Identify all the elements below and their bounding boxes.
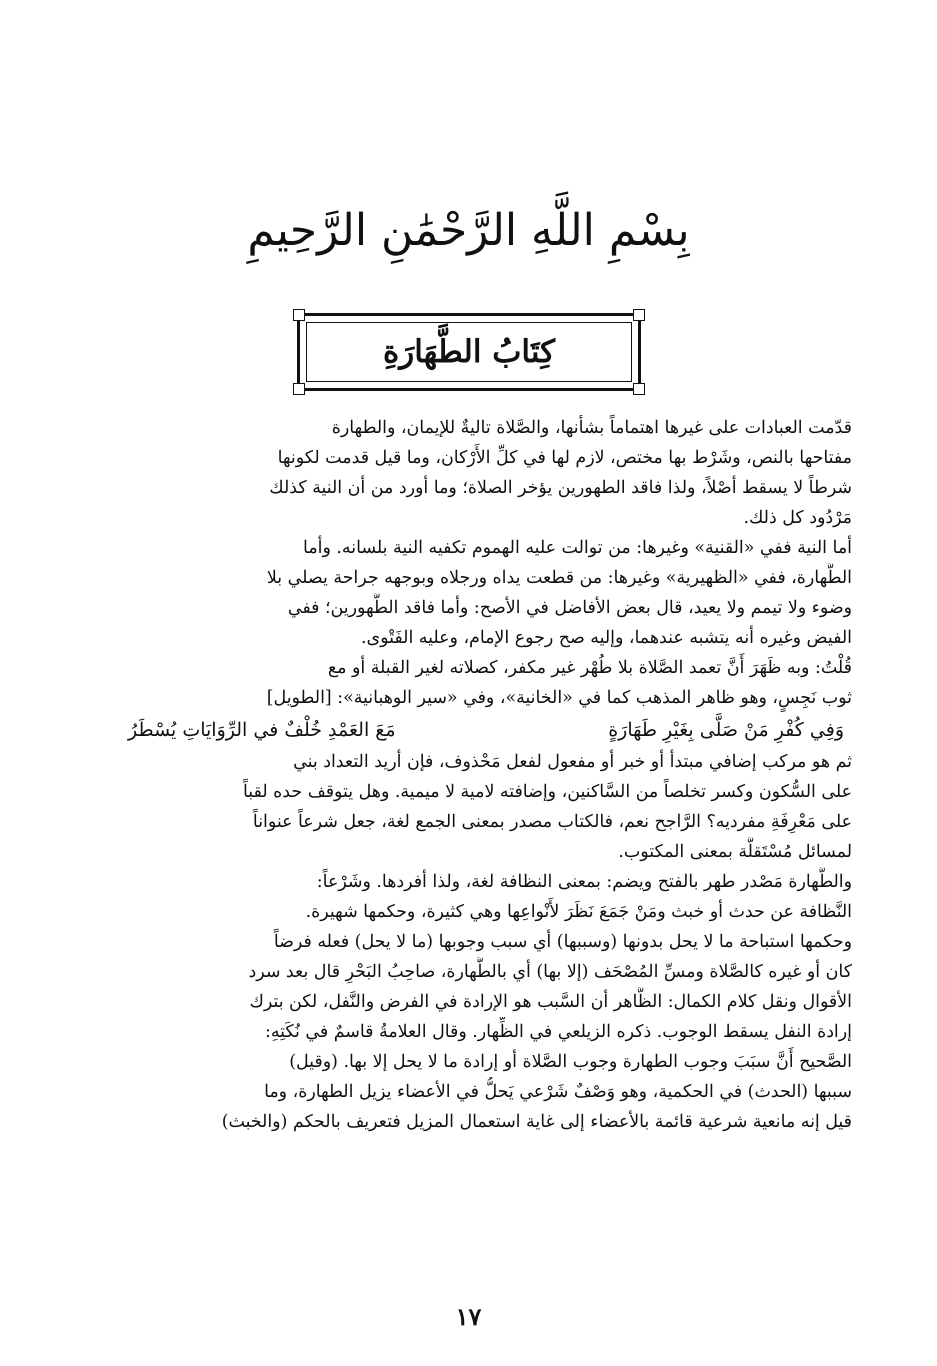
text-line: لمسائل مُسْتَقلَّة بمعنى المكتوب. [618, 842, 852, 862]
verse [88, 713, 852, 747]
text-line: على السُّكون وكسر تخلصاً من السَّاكنين، وإضافته لامية لا ميمية. وهل يتوقف حده لقباً [243, 782, 852, 802]
text-line: الطَّهارة، ففي «الظهيرية» وغيرها: من قطعت يداه ورجلاه وبوجهه جراحة يصلي بلا [266, 568, 852, 588]
text-line: وضوء ولا تيمم ولا يعيد، قال بعض الأفاضل في الأصح: وأما فاقد الطَّهورين؛ ففي [287, 598, 852, 618]
text-line: سببها (الحدث) في الحكمية، وهو وَصْفٌ شَرْعي يَحلُّ في الأعضاء يزيل الطهارة، وما [264, 1082, 852, 1102]
chapter-title: كِتَابُ الطَّهَارَةِ [383, 334, 555, 370]
text-line: مفتاحها بالنص، وشَرْط بها مختص، لازم لها في كلِّ الأَرْكان، وما قيل قدمت لكونها [277, 448, 852, 468]
chapter-title-frame [297, 313, 641, 391]
text-line: ثوب نَجِسٍ، وهو ظاهر المذهب كما في «الخانية»، وفي «سير الوهبانية»: [الطويل] [266, 688, 852, 708]
text-line: قدّمت العبادات على غيرها اهتماماً بشأنها، والصَّلاة تاليةٌ للإيمان، والطهارة [331, 418, 852, 438]
text-line: الفيض وغيره أنه يتشبه عندهما، وإليه صح رجوع الإمام، وعليه الفَتْوى. [360, 628, 852, 648]
text-line: على مَعْرِفَةِ مفرديه؟ الرَّاجح نعم، فالكتاب مصدر بمعنى الجمع لغة، جعل شرعاً عنواناً [252, 812, 852, 832]
text-line: كان أو غيره كالصَّلاة ومسِّ المُصْحَف (إلا بها) أي بالطَّهارة، صاحِبُ البَحْرِ قال بعد سرد [248, 962, 852, 982]
body-text [88, 413, 852, 1137]
text-line: إرادة النفل يسقط الوجوب. ذكره الزيلعي في الظِّهار. وقال العلامةُ قاسمٌ في نُكَتِهِ: [264, 1022, 852, 1042]
text-line: النَّظافة عن حدث أو خبث ومَنْ جَمَعَ نَظَرَ لأَنْواعِها وهي كثيرة، وحكمها شهيرة. [305, 902, 852, 922]
text-line: أما النية ففي «القنية» وغيرها: من توالت عليه الهموم تكفيه النية بلسانه. وأما [303, 538, 852, 558]
basmala: بِسْمِ اللَّهِ الرَّحْمَٰنِ الرَّحِيمِ [247, 205, 690, 256]
text-line: مَرْدُود كل ذلك. [743, 508, 852, 528]
page-number: ١٧ [455, 1302, 482, 1331]
text-line: الصَّحيح أَنَّ سبَبَ وجوب الطهارة وجوب الصَّلاة أو إرادة ما لا يحل إلا بها. (وقيل) [289, 1052, 852, 1072]
verse-first-hemistich: وَفِي كُفْرِ مَنْ صَلَّى بِغَيْرِ طَهَارَةٍ [608, 719, 844, 741]
text-line: قيل إنه مانعية شرعية قائمة بالأعضاء إلى غاية استعمال المزيل فتعريف بالحكم (والخبث) [221, 1112, 852, 1132]
text-line: شرطاً لا يسقط أصْلاً، ولذا فاقد الطهورين يؤخر الصلاة؛ وما أورد من أن النية كذلك [269, 478, 852, 498]
text-line: قُلْتُ: وبه ظَهَرَ أَنَّ تعمد الصَّلاة بلا طُهْر غير مكفر، كصلاته لغير القبلة أو مع [327, 658, 852, 678]
verse-second-hemistich: مَعَ العَمْدِ خُلْفٌ في الرِّوَايَاتِ يُسْطَرُ [128, 719, 396, 741]
text-line: ثم هو مركب إضافي مبتدأ أو خبر أو مفعول لفعل مَحْذوف، فإن أريد التعداد بني [293, 752, 852, 772]
text-line: وحكمها استباحة ما لا يحل بدونها (وسببها) أي سبب وجوبها (ما لا يحل) فعله فرضاً [273, 932, 852, 952]
text-line: الأقوال ونقل كلام الكمال: الظَّاهر أن السَّبب هو الإرادة في الفرض والنَّفل، لكن بترك [249, 992, 852, 1012]
text-line: والطَّهارة مَصْدر طهر بالفتح ويضم: بمعنى النظافة لغة، ولذا أفردها. وشَرْعاً: [316, 872, 852, 892]
